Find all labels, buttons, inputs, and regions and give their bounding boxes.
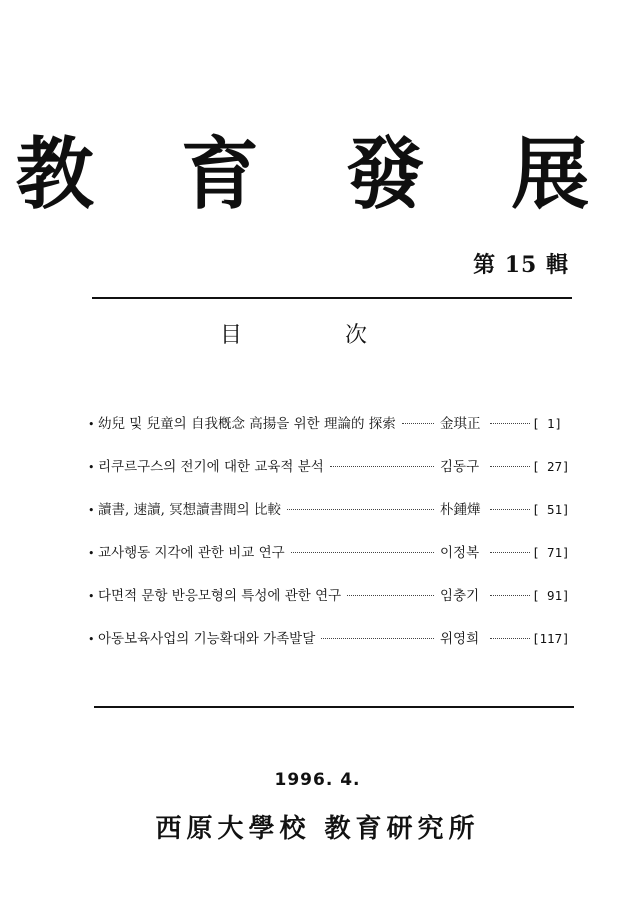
issue-number: 第 15 輯 xyxy=(473,252,569,278)
toc-entry xyxy=(88,498,578,541)
toc-entry xyxy=(88,541,578,584)
toc-entry-title: 幼兒 및 兒童의 自我槪念 高揚을 위한 理論的 探索 xyxy=(98,416,396,432)
toc-entry xyxy=(88,412,578,455)
toc-entry-page: [ 27] xyxy=(532,459,570,474)
dot-leader xyxy=(291,551,434,553)
toc-entry xyxy=(88,584,578,627)
dot-leader xyxy=(330,465,434,467)
publication-date: 1996. 4. xyxy=(274,770,361,790)
bullet-icon: • xyxy=(88,461,95,474)
bullet-icon: • xyxy=(88,418,95,431)
dot-leader xyxy=(490,637,530,639)
dot-leader xyxy=(490,422,530,424)
toc-entry-author: 위영희 xyxy=(440,631,480,647)
toc-list xyxy=(88,412,578,670)
bottom-divider xyxy=(94,706,574,708)
bullet-icon: • xyxy=(88,504,95,517)
toc-entry-title: 다면적 문항 반응모형의 특성에 관한 연구 xyxy=(98,588,342,604)
journal-title: 教 育 發 展 xyxy=(15,129,620,220)
toc-entry-title: 교사행동 지각에 관한 비교 연구 xyxy=(98,545,285,561)
toc-entry-page: [ 1] xyxy=(532,416,563,431)
dot-leader xyxy=(490,594,530,596)
dot-leader xyxy=(347,594,434,596)
dot-leader xyxy=(490,551,530,553)
dot-leader xyxy=(490,508,530,510)
toc-entry-author: 이정복 xyxy=(440,545,480,561)
toc-entry-title: 아동보육사업의 기능확대와 가족발달 xyxy=(98,631,316,647)
bullet-icon: • xyxy=(88,633,95,646)
bullet-icon: • xyxy=(88,590,95,603)
toc-entry-author: 임충기 xyxy=(440,588,480,604)
toc-entry xyxy=(88,455,578,498)
toc-entry-page: [ 51] xyxy=(532,502,570,517)
toc-entry-title: 讀書, 速讀, 冥想讀書間의 比較 xyxy=(98,502,281,518)
dot-leader xyxy=(490,465,530,467)
dot-leader xyxy=(321,637,434,639)
toc-entry-author: 金琪正 xyxy=(440,416,481,432)
top-divider xyxy=(92,297,572,299)
dot-leader xyxy=(402,422,434,424)
toc-heading: 目 次 xyxy=(220,323,415,348)
toc-entry-page: [ 71] xyxy=(532,545,570,560)
toc-entry-author: 朴鍾燁 xyxy=(440,502,481,518)
bullet-icon: • xyxy=(88,547,95,560)
dot-leader xyxy=(287,508,434,510)
toc-entry xyxy=(88,627,578,670)
toc-entry-title: 리쿠르구스의 전기에 대한 교육적 분석 xyxy=(98,459,324,475)
publisher-name: 西原大學校 教育研究所 xyxy=(155,814,480,844)
toc-entry-author: 김동구 xyxy=(440,459,480,475)
toc-entry-page: [ 91] xyxy=(532,588,570,603)
toc-entry-page: [117] xyxy=(532,631,570,646)
